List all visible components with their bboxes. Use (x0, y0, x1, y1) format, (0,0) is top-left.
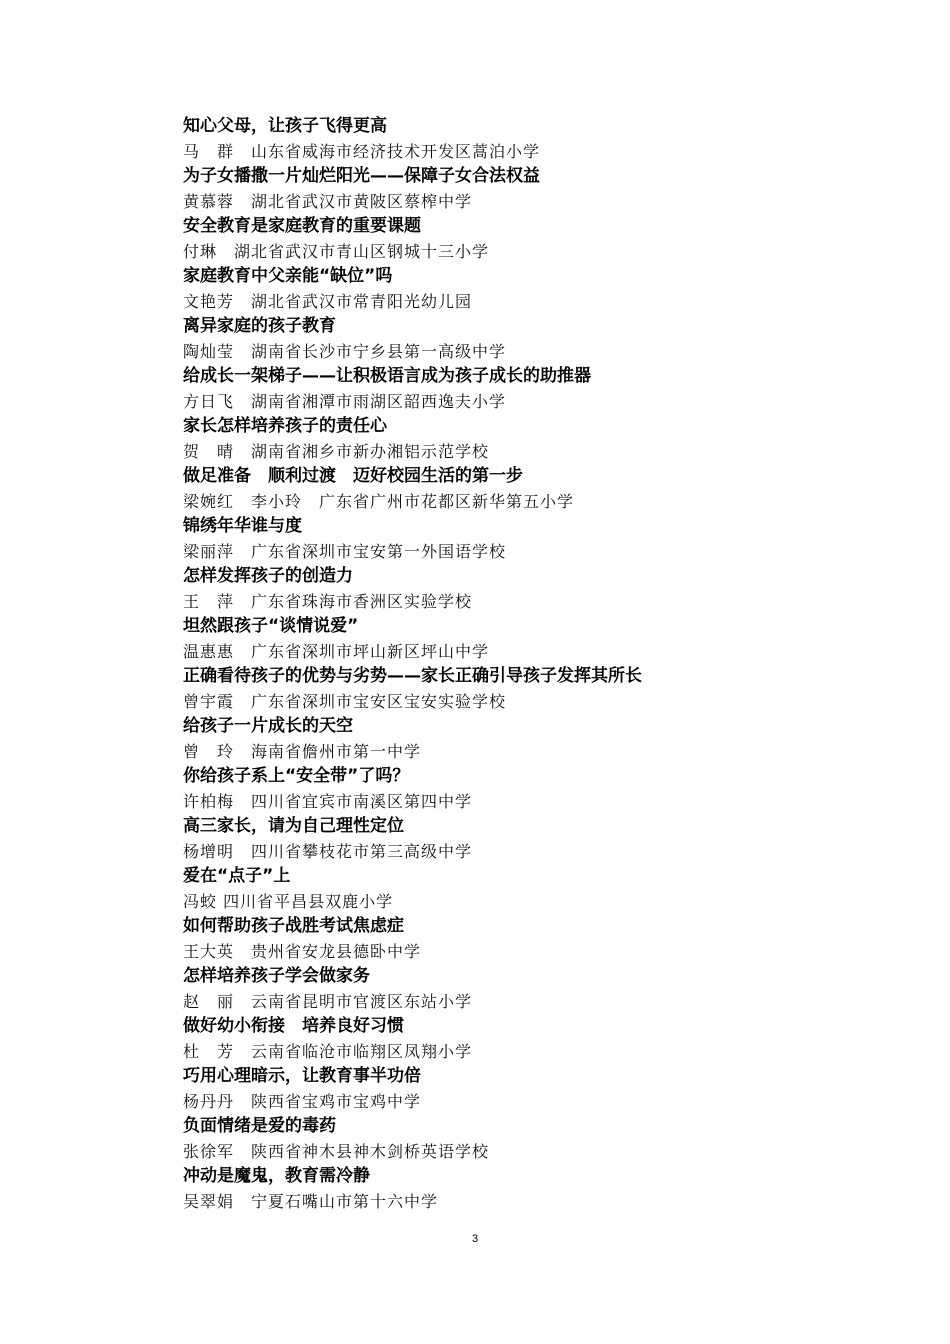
article-author: 梁丽萍 广东省深圳市宝安第一外国语学校 (183, 542, 507, 561)
article-author: 梁婉红 李小玲 广东省广州市花都区新华第五小学 (183, 492, 575, 511)
article-author: 黄慕蓉 湖北省武汉市黄陂区蔡榨中学 (183, 192, 473, 211)
article-title: 给成长一架梯子——让积极语言成为孩子成长的助推器 (183, 366, 591, 386)
article-title: 为子女播撒一片灿烂阳光——保障子女合法权益 (183, 166, 540, 186)
article-author: 张徐军 陕西省神木县神木剑桥英语学校 (183, 1142, 490, 1161)
list-item (183, 914, 883, 964)
list-item (183, 1164, 883, 1214)
article-author: 马 群 山东省威海市经济技术开发区蒿泊小学 (183, 142, 541, 161)
article-author: 许柏梅 四川省宜宾市南溪区第四中学 (183, 792, 473, 811)
article-title: 离异家庭的孩子教育 (183, 316, 336, 336)
article-list (183, 114, 883, 1214)
list-item (183, 1114, 883, 1164)
article-title: 给孩子一片成长的天空 (183, 716, 353, 736)
article-title: 负面情绪是爱的毒药 (183, 1116, 336, 1136)
list-item (183, 464, 883, 514)
list-item (183, 314, 883, 364)
article-author: 杨丹丹 陕西省宝鸡市宝鸡中学 (183, 1092, 422, 1111)
article-author: 温惠惠 广东省深圳市坪山新区坪山中学 (183, 642, 490, 661)
article-title: 巧用心理暗示，让教育事半功倍 (183, 1066, 421, 1086)
article-author: 吴翠娟 宁夏石嘴山市第十六中学 (183, 1192, 439, 1211)
page-number: 3 (471, 1233, 479, 1245)
article-author: 方日飞 湖南省湘潭市雨湖区韶西逸夫小学 (183, 392, 507, 411)
list-item (183, 514, 883, 564)
article-title: 知心父母，让孩子飞得更高 (183, 116, 387, 136)
article-title: 怎样培养孩子学会做家务 (183, 966, 370, 986)
list-item (183, 1014, 883, 1064)
list-item (183, 714, 883, 764)
list-item (183, 164, 883, 214)
article-title: 如何帮助孩子战胜考试焦虑症 (183, 916, 404, 936)
list-item (183, 414, 883, 464)
list-item (183, 864, 883, 914)
article-author: 赵 丽 云南省昆明市官渡区东站小学 (183, 992, 473, 1011)
article-author: 杨增明 四川省攀枝花市第三高级中学 (183, 842, 473, 861)
article-author: 陶灿莹 湖南省长沙市宁乡县第一高级中学 (183, 342, 507, 361)
article-title: 怎样发挥孩子的创造力 (183, 566, 353, 586)
article-author: 贺 晴 湖南省湘乡市新办湘铝示范学校 (183, 442, 490, 461)
article-author: 曾 玲 海南省儋州市第一中学 (183, 742, 422, 761)
list-item (183, 814, 883, 864)
list-item (183, 114, 883, 164)
article-title: 做足准备 顺利过渡 迈好校园生活的第一步 (183, 466, 523, 486)
article-title: 做好幼小衔接 培养良好习惯 (183, 1016, 404, 1036)
list-item (183, 264, 883, 314)
article-title: 家庭教育中父亲能“缺位”吗 (183, 266, 393, 286)
article-author: 王大英 贵州省安龙县德卧中学 (183, 942, 422, 961)
list-item (183, 564, 883, 614)
list-item (183, 1064, 883, 1114)
list-item (183, 214, 883, 264)
article-author: 王 萍 广东省珠海市香洲区实验学校 (183, 592, 473, 611)
article-title: 冲动是魔鬼，教育需冷静 (183, 1166, 370, 1186)
list-item (183, 764, 883, 814)
list-item (183, 364, 883, 414)
article-author: 文艳芳 湖北省武汉市常青阳光幼儿园 (183, 292, 473, 311)
list-item (183, 614, 883, 664)
article-author: 付琳 湖北省武汉市青山区钢城十三小学 (183, 242, 490, 261)
article-author: 杜 芳 云南省临沧市临翔区凤翔小学 (183, 1042, 473, 1061)
article-title: 锦绣年华谁与度 (183, 516, 302, 536)
article-author: 曾宇霞 广东省深圳市宝安区宝安实验学校 (183, 692, 507, 711)
article-author: 冯蛟 四川省平昌县双鹿小学 (183, 892, 394, 911)
article-title: 家长怎样培养孩子的责任心 (183, 416, 387, 436)
article-title: 坦然跟孩子“谈情说爱” (183, 616, 359, 636)
article-title: 正确看待孩子的优势与劣势——家长正确引导孩子发挥其所长 (183, 666, 642, 686)
article-title: 爱在“点子”上 (183, 866, 291, 886)
article-title: 你给孩子系上“安全带”了吗？ (183, 766, 410, 786)
list-item (183, 664, 883, 714)
article-title: 高三家长，请为自己理性定位 (183, 816, 404, 836)
list-item (183, 964, 883, 1014)
article-title: 安全教育是家庭教育的重要课题 (183, 216, 421, 236)
